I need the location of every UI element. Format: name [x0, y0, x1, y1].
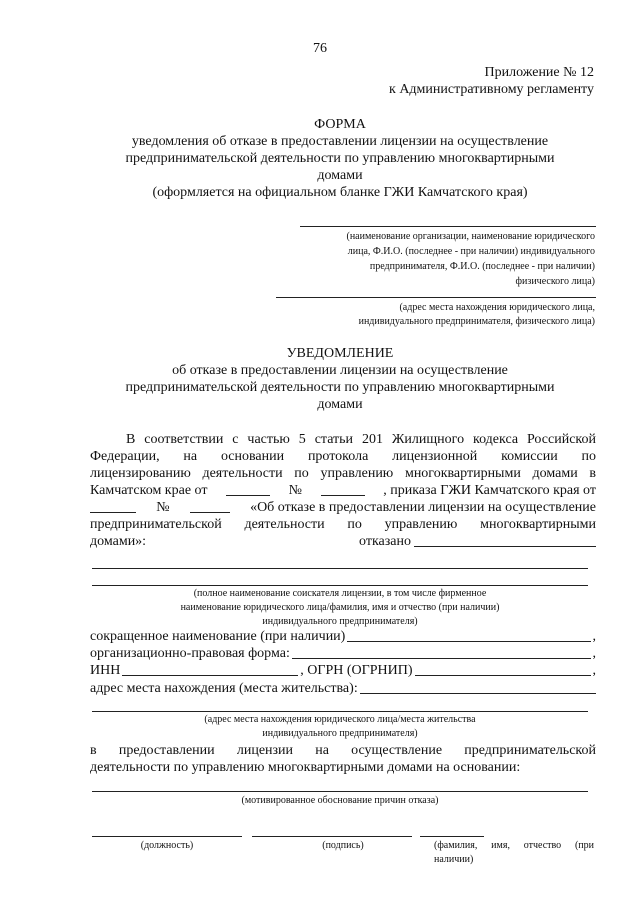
body-text: Камчатском крае от [90, 483, 208, 498]
form-note: (оформляется на официальном бланке ГЖИ Камчатского края) [152, 185, 528, 200]
addressee-caption: предпринимателя, Ф.И.О. (последнее - при наличии) [369, 261, 595, 272]
applicant-caption: наименование юридического лица/фамилия, имя и отчество (при наличии) [180, 602, 500, 613]
signature-line[interactable] [252, 836, 412, 837]
addressee-address-caption: (адрес места нахождения юридического лица, [399, 302, 595, 313]
addressee-caption: (наименование организации, наименование юридического [346, 231, 595, 242]
basis-line: деятельности по управлению многоквартирными домами на основании: [90, 760, 521, 775]
addressee-caption: физического лица) [515, 276, 595, 287]
body-text: № [156, 500, 170, 515]
page-number: 76 [313, 41, 327, 56]
body-line: Федерации, на основании протокола лицензионной комиссии по [90, 449, 596, 464]
applicant-address-caption: индивидуального предпринимателя) [262, 728, 418, 739]
short-name-row [90, 628, 596, 645]
reason-line[interactable] [92, 791, 588, 792]
body-text: «Об отказе в предоставлении лицензии на осуществление [250, 500, 596, 515]
addressee-name-line[interactable] [300, 226, 596, 227]
body-line-refused [90, 533, 596, 550]
applicant-address-caption: (адрес места нахождения юридического лица/места жительства [204, 714, 476, 725]
comma: , [592, 663, 596, 678]
ogrn-label: , ОГРН (ОГРНИП) [300, 663, 413, 678]
applicant-name-line[interactable] [92, 568, 588, 569]
position-line[interactable] [92, 836, 242, 837]
notice-subtitle-line: предпринимательской деятельности по управлению многоквартирными [125, 380, 555, 395]
body-text: , приказа ГЖИ Камчатского края от [383, 483, 596, 498]
body-line: лицензированию деятельности по управлению многоквартирными домами в [90, 466, 596, 481]
legal-form-row [90, 645, 596, 662]
body-text: отказано [359, 534, 411, 549]
form-subtitle-line: предпринимательской деятельности по управлению многоквартирными [125, 151, 555, 166]
signature-caption: (подпись) [322, 840, 364, 851]
legal-form-field[interactable] [292, 658, 591, 659]
applicant-address-row [90, 680, 596, 697]
body-line: В соответствии с частью 5 статьи 201 Жилищного кодекса Российской [126, 432, 596, 447]
full-name-caption: наличии) [434, 854, 474, 865]
legal-form-label: организационно-правовая форма: [90, 646, 290, 661]
body-text: домами»: [90, 534, 147, 549]
applicant-address-label: адрес места нахождения (места жительства): [90, 681, 358, 696]
refused-applicant-field[interactable] [414, 546, 596, 547]
ogrn-field[interactable] [415, 675, 591, 676]
form-subtitle-line: уведомления об отказе в предоставлении лицензии на осуществление [131, 134, 549, 149]
inn-label: ИНН [90, 663, 121, 678]
protocol-number-field[interactable] [321, 495, 365, 496]
comma: , [592, 646, 596, 661]
order-date-field[interactable] [90, 512, 136, 513]
appendix-number: Приложение № 12 [484, 65, 594, 80]
applicant-address-field[interactable] [360, 693, 596, 694]
order-number-field[interactable] [190, 512, 230, 513]
body-text: № [288, 483, 303, 498]
position-caption: (должность) [140, 840, 194, 851]
addressee-caption: лица, Ф.И.О. (последнее - при наличии) индивидуального [347, 246, 595, 257]
addressee-address-caption: индивидуального предпринимателя, физического лица) [358, 316, 595, 327]
protocol-date-field[interactable] [226, 495, 270, 496]
reason-caption: (мотивированное обоснование причин отказа) [241, 795, 439, 806]
applicant-caption: индивидуального предпринимателя) [262, 616, 418, 627]
short-name-field[interactable] [347, 641, 590, 642]
body-line: предпринимательской деятельности по управлению многоквартирными [90, 517, 596, 532]
applicant-caption: (полное наименование соискателя лицензии, в том числе фирменное [193, 588, 487, 599]
body-line-order [90, 499, 596, 516]
inn-field[interactable] [122, 675, 298, 676]
notice-subtitle-line: домами [317, 397, 363, 412]
full-name-line[interactable] [420, 836, 484, 837]
addressee-address-line[interactable] [276, 297, 596, 298]
appendix-regulation: к Административному регламенту [389, 82, 594, 97]
form-subtitle-line: домами [317, 168, 363, 183]
form-title: ФОРМА [314, 117, 366, 132]
short-name-label: сокращенное наименование (при наличии) [90, 629, 346, 644]
full-name-caption: (фамилия, имя, отчество (при [434, 840, 594, 851]
notice-title: УВЕДОМЛЕНИЕ [286, 346, 394, 361]
body-line-order [90, 482, 596, 499]
basis-line: в предоставлении лицензии на осуществление предпринимательской [90, 743, 596, 758]
inn-ogrn-row [90, 662, 596, 679]
notice-subtitle-line: об отказе в предоставлении лицензии на осуществление [172, 363, 508, 378]
comma: , [592, 629, 596, 644]
